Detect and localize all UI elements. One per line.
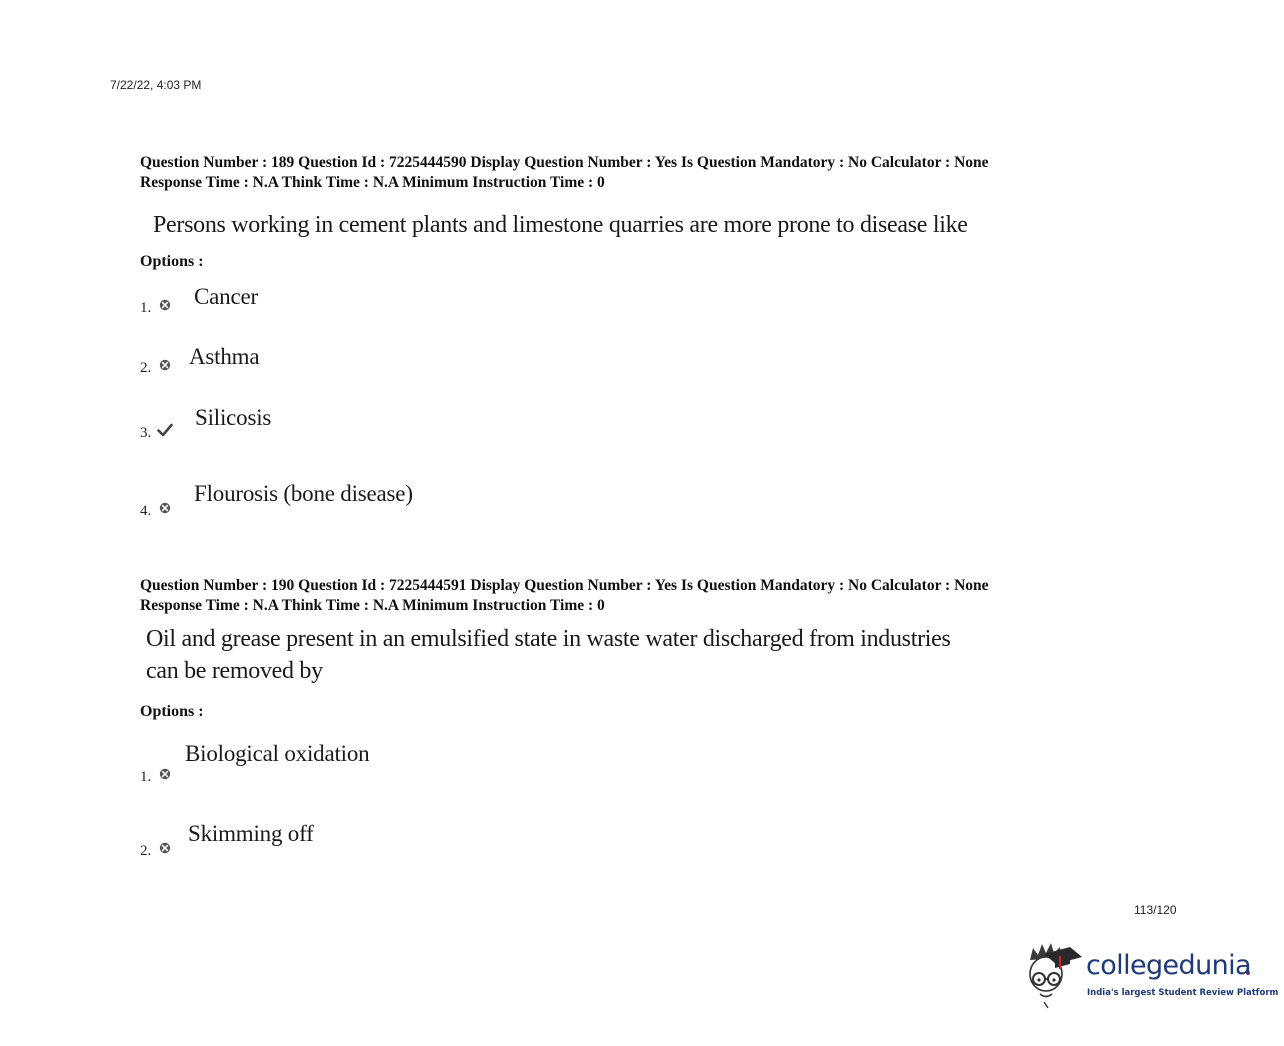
question-meta-line-2: Response Time : N.A Think Time : N.A Minimum Instruction Time : 0 [140,174,605,191]
option-number: 2. [140,360,152,376]
logo-tagline: India's largest Student Review Platform [1087,988,1279,998]
question-meta-line-1: Question Number : 190 Question Id : 7225444591 Display Question Number : Yes Is Question Mandatory : No Calculator : None [140,577,989,594]
question-meta-line-2: Response Time : N.A Think Time : N.A Minimum Instruction Time : 0 [140,597,605,614]
question-text: Oil and grease present in an emulsified state in waste water discharged from industries [146,626,951,652]
cross-icon [158,358,172,372]
logo-wordmark: collegedunia [1086,950,1251,981]
option-number: 4. [140,503,152,519]
question-text: Persons working in cement plants and limestone quarries are more prone to disease like [153,212,968,238]
print-timestamp: 7/22/22, 4:03 PM [110,78,202,92]
option-text: Skimming off [188,821,314,846]
option-number: 1. [140,769,152,785]
option-number: 1. [140,300,152,316]
options-label: Options : [140,703,204,720]
options-label: Options : [140,253,204,270]
cross-icon [158,501,172,515]
question-text: can be removed by [146,658,323,684]
option-number: 3. [140,425,152,441]
check-icon [157,423,173,437]
option-text: Flourosis (bone disease) [194,481,413,506]
option-text: Asthma [189,344,260,369]
option-number: 2. [140,843,152,859]
cross-icon [158,298,172,312]
cross-icon [158,841,172,855]
option-text: Silicosis [195,405,272,430]
cross-icon [158,767,172,781]
page-number: 113/120 [1134,903,1177,917]
question-meta-line-1: Question Number : 189 Question Id : 7225444590 Display Question Number : Yes Is Question Mandatory : No Calculator : None [140,154,989,171]
option-text: Biological oxidation [185,741,370,766]
option-text: Cancer [194,284,258,309]
mascot-icon [1030,943,1082,1008]
